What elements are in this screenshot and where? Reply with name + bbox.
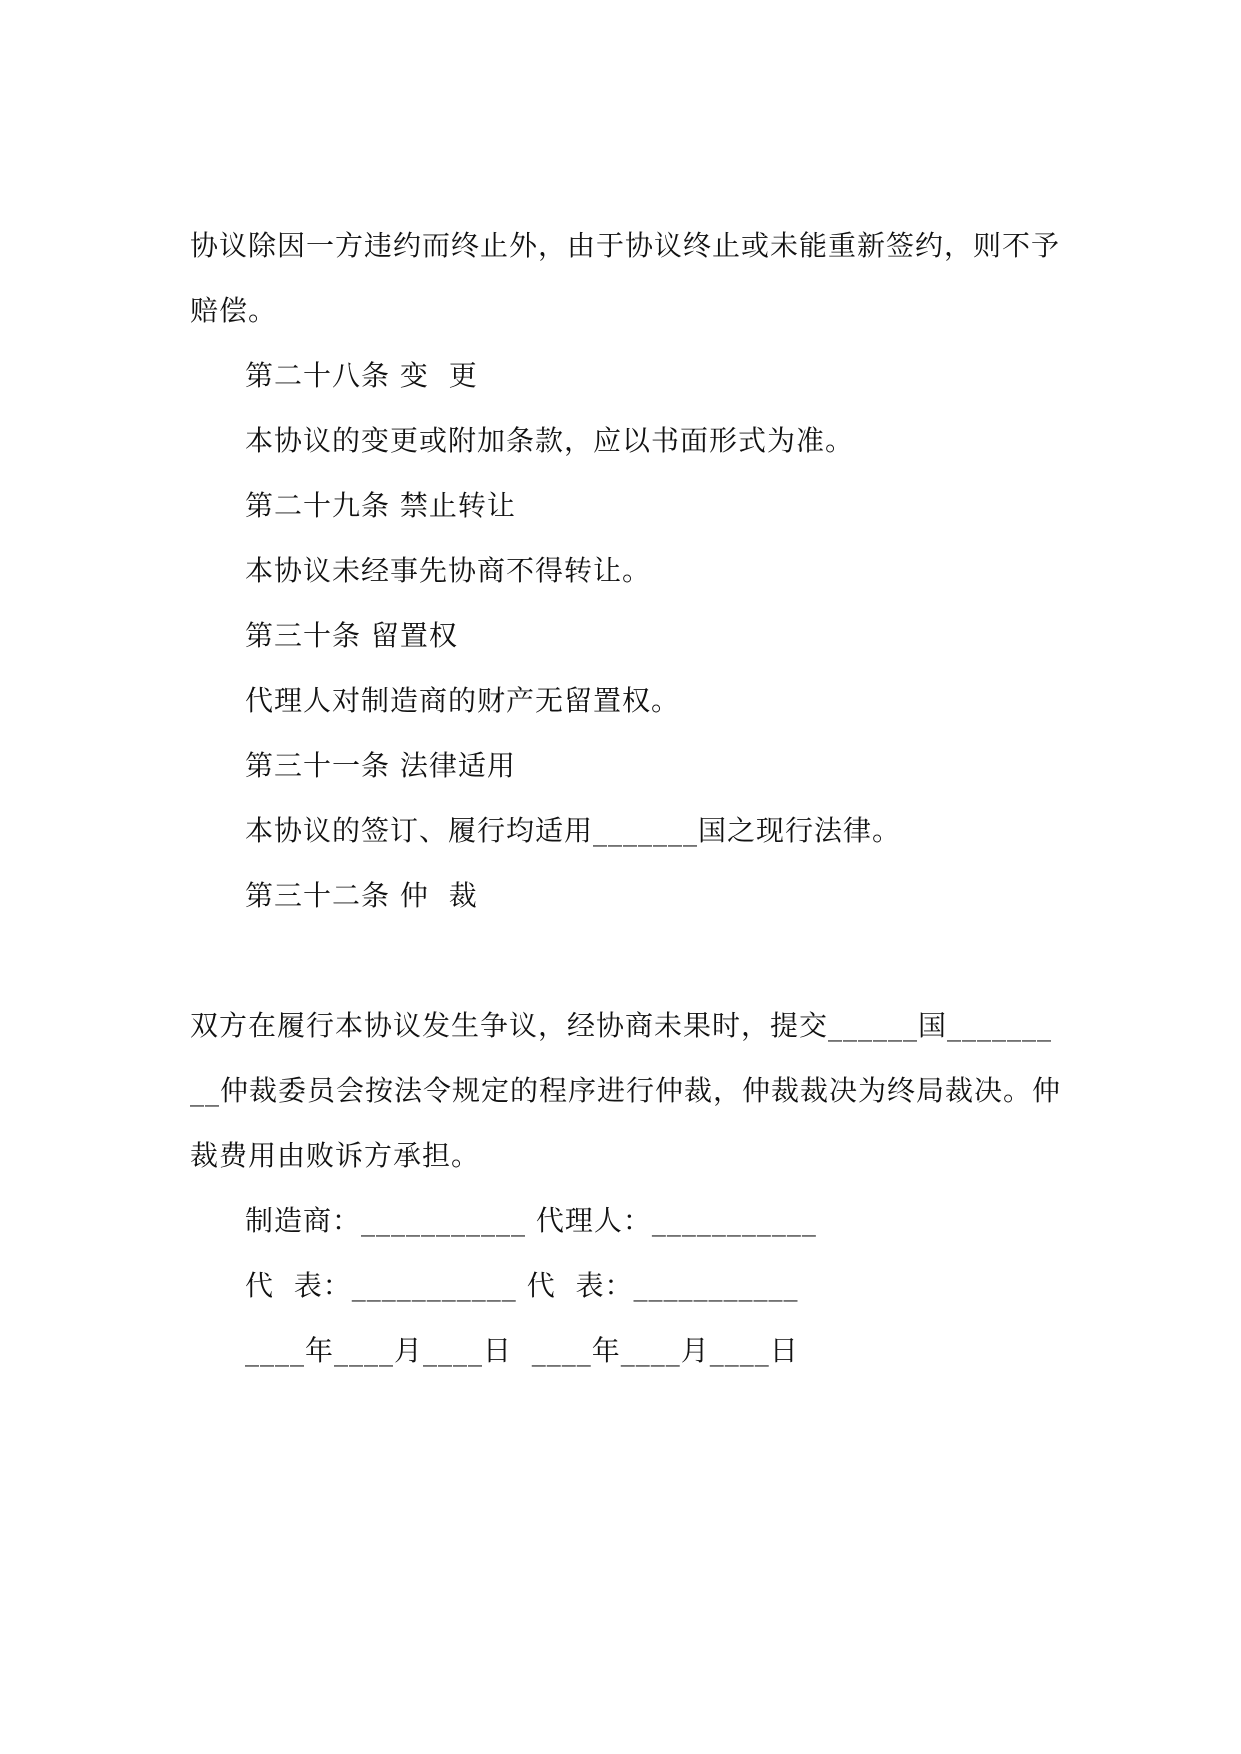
article-heading: 第三十条 留置权 bbox=[245, 619, 458, 652]
signature-line: 代 表：___________ 代 表：___________ bbox=[245, 1269, 799, 1302]
article-text: 代理人对制造商的财产无留置权。 bbox=[245, 684, 681, 717]
signature-line: 制造商：___________ 代理人：___________ bbox=[245, 1204, 817, 1237]
article-heading: 第二十九条 禁止转让 bbox=[245, 489, 516, 522]
article-text: 本协议未经事先协商不得转让。 bbox=[245, 554, 652, 587]
article-text: 本协议的签订、履行均适用_______国之现行法律。 bbox=[245, 814, 902, 847]
article-heading: 第三十一条 法律适用 bbox=[245, 749, 516, 782]
paragraph-line: 裁费用由败诉方承担。 bbox=[190, 1139, 481, 1172]
article-text: 本协议的变更或附加条款，应以书面形式为准。 bbox=[245, 424, 855, 457]
article-heading: 第三十二条 仲 裁 bbox=[245, 879, 478, 912]
date-line: ____年____月____日 ____年____月____日 bbox=[245, 1334, 799, 1367]
paragraph-line: __仲裁委员会按法令规定的程序进行仲裁，仲裁裁决为终局裁决。仲 bbox=[190, 1074, 1062, 1107]
paragraph-line: 双方在履行本协议发生争议，经协商未果时，提交______国_______ bbox=[190, 1009, 1053, 1042]
paragraph-line: 赔偿。 bbox=[190, 294, 278, 327]
article-heading: 第二十八条 变 更 bbox=[245, 359, 478, 392]
paragraph-line: 协议除因一方违约而终止外，由于协议终止或未能重新签约，则不予 bbox=[190, 229, 1061, 262]
